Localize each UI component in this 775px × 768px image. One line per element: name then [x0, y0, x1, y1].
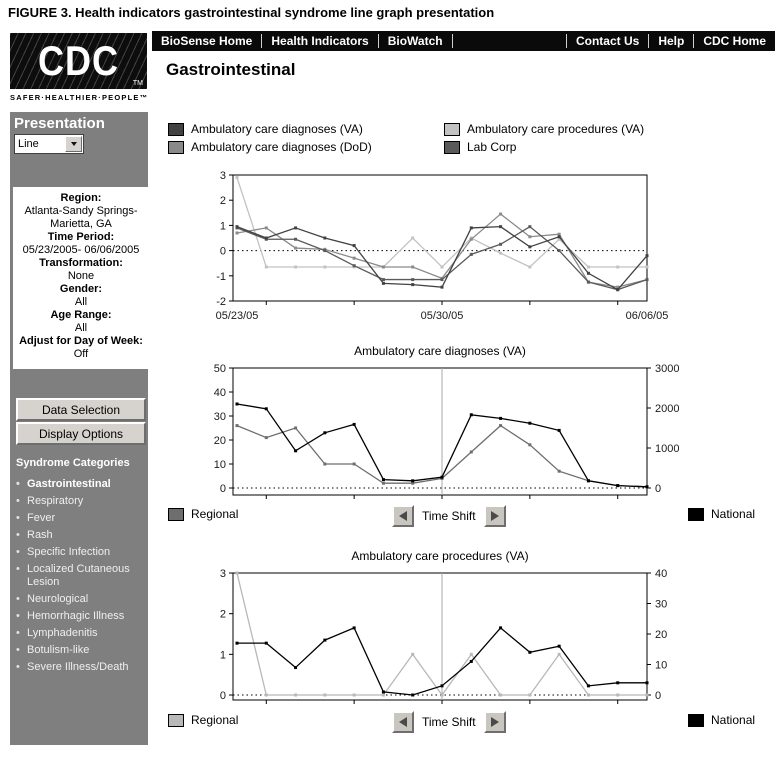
filter-value: Off: [73, 348, 89, 360]
left-arrow-icon: [399, 717, 407, 727]
nav-health-indicators[interactable]: Health Indicators: [262, 34, 378, 48]
sidebar-item-gastrointestinal[interactable]: [16, 478, 144, 491]
svg-text:3: 3: [219, 568, 226, 580]
legend-label: Regional: [191, 713, 239, 727]
svg-text:30: 30: [655, 598, 668, 611]
filter-value: All: [74, 296, 88, 308]
sidebar-item-label: Specific Infection: [27, 546, 111, 558]
legend-label: Lab Corp: [467, 140, 517, 154]
bullet-icon: •: [16, 627, 20, 639]
legend-item-diagnoses-dod: [168, 140, 372, 154]
svg-text:05/23/05: 05/23/05: [215, 310, 259, 322]
sidebar-item-hemorrhagic-illness[interactable]: [16, 610, 144, 623]
svg-text:0: 0: [219, 690, 226, 702]
legend-label: National: [711, 713, 756, 727]
legend-swatch: [688, 508, 704, 521]
svg-text:1000: 1000: [655, 443, 680, 455]
chart-title-procedures-va: Ambulatory care procedures (VA): [351, 549, 529, 563]
time-shift-control-bot: [392, 711, 506, 733]
sidebar-item-label: Severe Illness/Death: [27, 661, 129, 673]
time-shift-right-button[interactable]: [484, 505, 506, 527]
right-arrow-icon: [491, 511, 499, 521]
sidebar-item-lymphadenitis[interactable]: [16, 627, 144, 640]
time-shift-right-button[interactable]: [484, 711, 506, 733]
nav-spacer: [453, 34, 567, 48]
sidebar-item-label: Botulism-like: [27, 644, 90, 656]
left-arrow-icon: [399, 511, 407, 521]
sidebar-item-severe-illness-death[interactable]: [16, 661, 144, 674]
bullet-icon: •: [16, 512, 20, 524]
svg-text:2: 2: [219, 608, 226, 621]
nav-cdc-home[interactable]: CDC Home: [703, 34, 766, 48]
svg-text:2: 2: [219, 195, 226, 208]
bullet-icon: •: [16, 495, 20, 507]
svg-text:20: 20: [213, 435, 226, 447]
bullet-icon: •: [16, 610, 20, 622]
sidebar-item-localized-cutaneous-lesion[interactable]: [16, 563, 144, 589]
legend-swatch: [168, 508, 184, 521]
filter-label: Gender:: [59, 283, 103, 295]
svg-text:0: 0: [655, 483, 662, 495]
time-shift-label: Time Shift: [422, 715, 476, 729]
presentation-select[interactable]: [14, 134, 84, 154]
sidebar-item-label: Gastrointestinal: [27, 478, 111, 490]
syndrome-categories-title: Syndrome Categories: [16, 457, 130, 469]
legend-item-lab-corp: [444, 140, 516, 154]
filter-value: All: [74, 322, 88, 334]
svg-text:3: 3: [219, 170, 226, 182]
bullet-icon: •: [16, 478, 20, 490]
svg-text:05/30/05: 05/30/05: [420, 310, 464, 322]
svg-text:-2: -2: [216, 296, 226, 308]
legend-label: Ambulatory care procedures (VA): [467, 122, 645, 136]
legend-swatch: [168, 123, 184, 136]
sidebar-item-neurological[interactable]: [16, 593, 144, 606]
legend-swatch: [444, 141, 460, 154]
legend-item-procedures-va: [444, 122, 644, 136]
diagnoses-va-chart: [160, 340, 775, 502]
svg-text:-1: -1: [216, 270, 226, 283]
sidebar: [10, 112, 148, 745]
svg-text:50: 50: [213, 363, 226, 375]
svg-text:2000: 2000: [655, 403, 680, 415]
legend-label: Ambulatory care diagnoses (DoD): [191, 140, 372, 154]
overview-line-chart: [160, 165, 775, 327]
bullet-icon: •: [16, 593, 20, 605]
legend-item-diagnoses-va: [168, 122, 363, 136]
filter-value: 05/23/2005- 06/06/2005: [22, 244, 140, 256]
filter-label: Time Period:: [47, 231, 115, 243]
filter-label: Age Range:: [50, 309, 112, 321]
nav-biosense-home[interactable]: BioSense Home: [152, 34, 262, 48]
page-title: Gastrointestinal: [166, 60, 296, 79]
bullet-icon: •: [16, 546, 20, 558]
cdc-logo-text: CDC: [38, 36, 119, 84]
nav-biowatch[interactable]: BioWatch: [379, 34, 453, 48]
sidebar-item-respiratory[interactable]: [16, 495, 144, 508]
svg-text:20: 20: [655, 629, 668, 641]
time-shift-label: Time Shift: [422, 509, 476, 523]
bullet-icon: •: [16, 563, 20, 575]
legend-label: Ambulatory care diagnoses (VA): [191, 122, 363, 136]
time-shift-control-mid: [392, 505, 506, 527]
legend-swatch: [444, 123, 460, 136]
sidebar-item-label: Localized Cutaneous Lesion: [27, 563, 130, 588]
right-arrow-icon: [491, 717, 499, 727]
legend-label: National: [711, 507, 756, 521]
chart-title-diagnoses-va: Ambulatory care diagnoses (VA): [354, 344, 526, 358]
procedures-va-chart: [160, 545, 775, 707]
svg-text:06/06/05: 06/06/05: [625, 310, 669, 322]
sidebar-item-label: Hemorrhagic Illness: [27, 610, 125, 622]
sidebar-item-specific-infection[interactable]: [16, 546, 144, 559]
filter-label: Adjust for Day of Week:: [19, 335, 143, 347]
bullet-icon: •: [16, 661, 20, 673]
presentation-selected-value: Line: [18, 138, 39, 150]
svg-text:0: 0: [219, 245, 226, 258]
presentation-label: Presentation: [14, 115, 105, 132]
nav-help[interactable]: Help: [649, 34, 694, 48]
top-nav: [152, 31, 775, 51]
national-legend-mid: [688, 507, 755, 521]
filter-summary-panel: [13, 187, 149, 369]
svg-text:1: 1: [219, 649, 226, 662]
filter-value: None: [67, 270, 95, 282]
filter-value: Atlanta-Sandy Springs-Marietta, GA: [24, 205, 138, 230]
svg-text:3000: 3000: [655, 363, 680, 375]
display-options-button[interactable]: Display Options: [16, 422, 146, 445]
sidebar-item-label: Rash: [27, 529, 53, 541]
figure-caption: FIGURE 3. Health indicators gastrointestinal syndrome line graph presentation: [8, 5, 495, 20]
bullet-icon: •: [16, 529, 20, 541]
nav-contact-us[interactable]: Contact Us: [567, 34, 649, 48]
regional-legend-mid: [168, 507, 238, 521]
svg-text:10: 10: [655, 659, 668, 672]
legend-swatch: [168, 714, 184, 727]
sidebar-item-label: Respiratory: [27, 495, 84, 507]
svg-text:10: 10: [213, 459, 226, 471]
select-arrow-button[interactable]: [65, 136, 82, 152]
svg-text:40: 40: [213, 387, 226, 399]
cdc-logo[interactable]: [10, 33, 147, 89]
sidebar-item-label: Neurological: [27, 593, 89, 605]
syndrome-categories-list: [16, 474, 144, 674]
national-legend-bot: [688, 713, 755, 727]
cdc-logo-tm: TM: [132, 80, 143, 87]
regional-legend-bot: [168, 713, 238, 727]
svg-text:0: 0: [219, 483, 226, 495]
svg-text:1: 1: [219, 220, 226, 233]
filter-label: Region:: [60, 192, 102, 204]
sidebar-item-label: Lymphadenitis: [27, 627, 98, 639]
svg-text:40: 40: [655, 568, 668, 580]
data-selection-button[interactable]: Data Selection: [16, 398, 146, 421]
sidebar-item-fever[interactable]: [16, 512, 144, 525]
sidebar-item-label: Fever: [27, 512, 56, 524]
sidebar-item-rash[interactable]: [16, 529, 144, 542]
time-shift-left-button[interactable]: [392, 505, 414, 527]
sidebar-item-botulism-like[interactable]: [16, 644, 144, 657]
svg-text:0: 0: [655, 690, 662, 702]
chevron-down-icon: [71, 142, 77, 146]
legend-label: Regional: [191, 507, 239, 521]
time-shift-left-button[interactable]: [392, 711, 414, 733]
legend-swatch: [168, 141, 184, 154]
legend-swatch: [688, 714, 704, 727]
filter-label: Transformation:: [39, 257, 123, 269]
svg-text:30: 30: [213, 411, 226, 423]
cdc-tagline: SAFER·HEALTHIER·PEOPLE™: [10, 93, 149, 102]
bullet-icon: •: [16, 644, 20, 656]
